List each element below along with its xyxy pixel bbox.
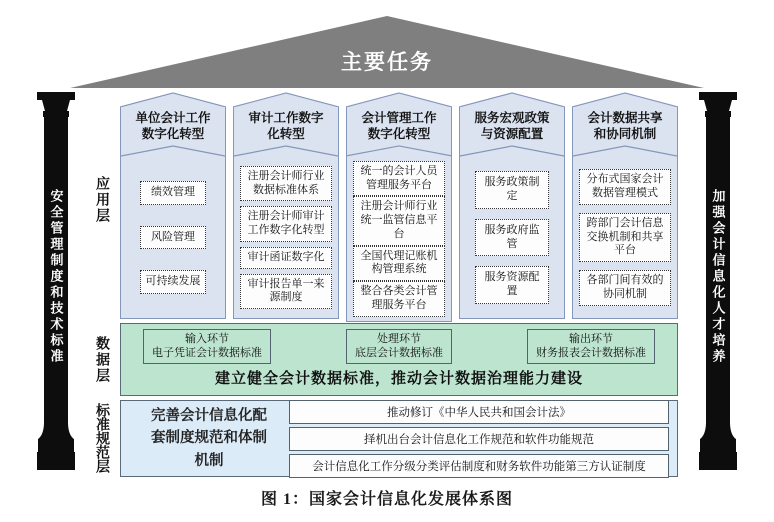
- task-item: 注册会计师行业数据标准体系: [240, 166, 332, 202]
- standards-box: 推动修订《中华人民共和国会计法》: [289, 400, 669, 424]
- data-standard-boxes: [131, 329, 667, 364]
- task-item: 服务政策制定: [475, 171, 549, 209]
- task-item: 跨部门会计信息交换机制和共享平台: [579, 213, 671, 262]
- column-title-line2: 化转型: [267, 127, 305, 141]
- standards-box: 会计信息化工作分级分类评估制度和财务软件功能第三方认证制度: [289, 454, 669, 478]
- layer-label-application: 应用层: [95, 176, 111, 224]
- column-title-line2: 与资源配置: [480, 127, 544, 141]
- chevron-divider: [233, 145, 339, 157]
- column-title-line1: 会计数据共享: [587, 110, 663, 125]
- column-roof-shape: [233, 92, 339, 107]
- column-title: [346, 107, 452, 145]
- data-standard: 财务报表会计数据标准: [536, 347, 646, 360]
- column-body: [233, 157, 339, 319]
- task-item: 注册会计师审计工作数字化转型: [240, 206, 332, 242]
- column-title-line1: 单位会计工作: [135, 110, 211, 125]
- column-roof-shape: [346, 92, 452, 107]
- task-item: 分布式国家会计数据管理模式: [579, 169, 671, 205]
- column-title-line2: 和协同机制: [593, 127, 657, 141]
- data-layer-slogan: 建立健全会计数据标准，推动会计数据治理能力建设: [214, 370, 583, 388]
- data-standard-box-processing: [346, 329, 452, 364]
- task-item: 全国代理记账机构管理系统: [353, 246, 445, 282]
- data-layer-panel: [120, 323, 678, 396]
- task-item: 审计函证数字化: [240, 247, 332, 269]
- left-pillar-label: 安全管理制度和技术标准: [48, 189, 64, 365]
- standards-layer-panel: [120, 400, 678, 477]
- column-title: [120, 107, 226, 145]
- column-title-line2: 数字化转型: [367, 127, 431, 141]
- task-item: 统一的会计人员管理服务平台: [353, 161, 445, 197]
- standards-label: 完善会计信息化配套制度规范和体制机制: [151, 407, 267, 469]
- data-standard: 电子凭证会计数据标准: [152, 347, 262, 360]
- standards-box: 择机出台会计信息化工作规范和软件功能规范: [289, 427, 669, 451]
- column-title: [459, 107, 565, 145]
- figure-caption: 图 1：国家会计信息化发展体系图: [260, 491, 513, 508]
- data-stage: 输出环节: [569, 333, 613, 345]
- column-title-line1: 会计管理工作: [361, 110, 437, 125]
- right-pillar: [698, 92, 738, 472]
- column-title-line1: 审计工作数字: [248, 110, 324, 125]
- layer-label-data: 数据层: [95, 336, 111, 384]
- column-unit-accounting: [120, 92, 226, 319]
- chevron-divider: [346, 145, 452, 157]
- column-body: [120, 157, 226, 319]
- column-audit-work: [233, 92, 339, 319]
- column-macro-policy-service: [459, 92, 565, 319]
- standards-boxes: [289, 400, 669, 478]
- task-item: 服务资源配置: [475, 266, 549, 304]
- application-layer: [120, 92, 678, 319]
- data-standard: 底层会计数据标准: [355, 347, 443, 360]
- roof-title: 主要任务: [341, 51, 433, 74]
- task-item: 审计报告单一来源制度: [240, 274, 332, 310]
- chevron-divider: [459, 145, 565, 157]
- task-item: 各部门间有效的协同机制: [579, 270, 671, 306]
- column-body: [346, 157, 452, 322]
- data-stage: 处理环节: [377, 333, 421, 345]
- column-data-sharing: [572, 92, 678, 319]
- data-stage: 输入环节: [185, 333, 229, 345]
- column-body: [572, 157, 678, 319]
- column-title: [572, 107, 678, 145]
- column-title: [233, 107, 339, 145]
- roof-banner: [70, 16, 704, 88]
- layer-label-standards: 标准规范层: [95, 403, 111, 473]
- left-pillar: [36, 92, 76, 472]
- column-accounting-management: [346, 92, 452, 319]
- task-item: 可持续发展: [140, 270, 206, 294]
- column-body: [459, 157, 565, 319]
- column-roof-shape: [572, 92, 678, 107]
- chevron-divider: [120, 145, 226, 157]
- column-title-line2: 数字化转型: [141, 127, 205, 141]
- task-item: 风险管理: [140, 226, 206, 250]
- task-item: 服务政府监管: [475, 219, 549, 257]
- chevron-divider: [572, 145, 678, 157]
- data-standard-box-input: [143, 329, 271, 364]
- task-item: 整合各类会计管理服务平台: [353, 281, 445, 317]
- column-roof-shape: [459, 92, 565, 107]
- column-roof-shape: [120, 92, 226, 107]
- task-item: 注册会计师行业统一监管信息平台: [353, 196, 445, 245]
- data-standard-box-output: [527, 329, 655, 364]
- task-item: 绩效管理: [140, 181, 206, 205]
- right-pillar-label: 加强会计信息化人才培养: [710, 189, 726, 365]
- column-title-line1: 服务宏观政策: [474, 110, 550, 125]
